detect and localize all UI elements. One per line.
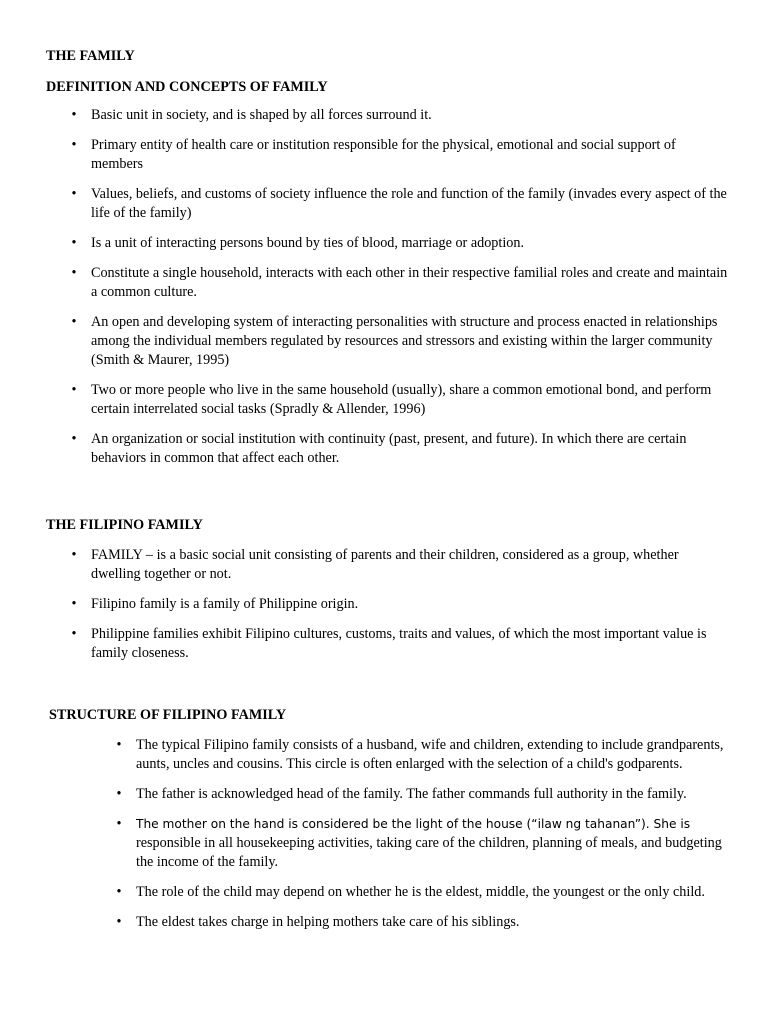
list-item	[116, 883, 734, 902]
list-item	[116, 913, 734, 932]
list-item-text: Philippine families exhibit Filipino cultures, customs, traits and values, of which the most important value is family closeness.	[91, 626, 707, 661]
section-heading-structure: STRUCTURE OF FILIPINO FAMILY	[49, 707, 287, 723]
list-item	[71, 185, 731, 223]
list-item	[71, 106, 731, 125]
bullet-icon: •	[71, 596, 77, 612]
bullet-icon: •	[116, 816, 122, 832]
list-item-mother	[116, 815, 734, 872]
bullet-icon: •	[71, 547, 77, 563]
bullet-icon: •	[116, 884, 122, 900]
mother-role-text-b: She is	[649, 817, 691, 831]
list-item	[71, 595, 731, 614]
list-item	[71, 430, 731, 468]
document-title: THE FAMILY	[46, 48, 135, 64]
bullet-icon: •	[71, 265, 77, 281]
section-heading-definition: DEFINITION AND CONCEPTS OF FAMILY	[46, 79, 328, 95]
list-item-text: Basic unit in society, and is shaped by all forces surround it.	[91, 107, 432, 123]
list-item-text: Constitute a single household, interacts with each other in their respective familial roles and create and maintain a common culture.	[91, 265, 728, 300]
list-item	[71, 136, 731, 174]
list-item-text: Values, beliefs, and customs of society influence the role and function of the family (invades every aspect of the life of the family)	[91, 186, 727, 221]
list-item	[71, 381, 731, 419]
bullet-icon: •	[71, 107, 77, 123]
list-item	[116, 785, 734, 804]
list-item-text: Two or more people who live in the same household (usually), share a common emotional bond, and perform certain interrelated social tasks (Spradly & Allender, 1996)	[91, 382, 712, 417]
mother-role-text-a: The mother on the hand is considered be the light of the house (“ilaw ng tahanan”).	[136, 817, 650, 831]
bullet-icon: •	[71, 235, 77, 251]
list-item-text: The typical Filipino family consists of a husband, wife and children, extending to include grandparents, aunts, uncles and cousins. This circle is often enlarged with the selection of a child's godparents.	[136, 737, 724, 772]
bullet-icon: •	[71, 626, 77, 642]
definition-list	[71, 106, 731, 479]
list-item	[71, 264, 731, 302]
list-item-text: The role of the child may depend on whether he is the eldest, middle, the youngest or the only child.	[136, 884, 705, 900]
structure-list	[116, 736, 734, 943]
list-item	[71, 313, 731, 370]
list-item-text: An organization or social institution with continuity (past, present, and future). In which there are certain behaviors in common that affect each other.	[91, 431, 687, 466]
bullet-icon: •	[71, 314, 77, 330]
list-item-text: Is a unit of interacting persons bound by ties of blood, marriage or adoption.	[91, 235, 525, 251]
list-item-text: Primary entity of health care or institution responsible for the physical, emotional and social support of members	[91, 137, 676, 172]
list-item	[116, 736, 734, 774]
list-item-text: FAMILY – is a basic social unit consisting of parents and their children, considered as a group, whether dwelling together or not.	[91, 547, 679, 582]
bullet-icon: •	[116, 914, 122, 930]
bullet-icon: •	[116, 786, 122, 802]
list-item	[71, 546, 731, 584]
bullet-icon: •	[116, 737, 122, 753]
filipino-family-list	[71, 546, 731, 674]
bullet-icon: •	[71, 382, 77, 398]
mother-role-text-c: responsible in all housekeeping activities, taking care of the children, planning of meals, and budgeting the income of the family.	[136, 835, 722, 870]
list-item	[71, 234, 731, 253]
bullet-icon: •	[71, 137, 77, 153]
list-item-text: The father is acknowledged head of the family. The father commands full authority in the family.	[136, 786, 687, 802]
list-item-text: An open and developing system of interacting personalities with structure and process enacted in relationships among the individual members regulated by resources and stressors and existing within the larger community (Smith & Maurer, 1995)	[91, 314, 718, 368]
section-heading-filipino-family: THE FILIPINO FAMILY	[46, 517, 203, 533]
list-item-text: Filipino family is a family of Philippine origin.	[91, 596, 359, 612]
bullet-icon: •	[71, 431, 77, 447]
bullet-icon: •	[71, 186, 77, 202]
list-item-text: The eldest takes charge in helping mothers take care of his siblings.	[136, 914, 520, 930]
list-item	[71, 625, 731, 663]
